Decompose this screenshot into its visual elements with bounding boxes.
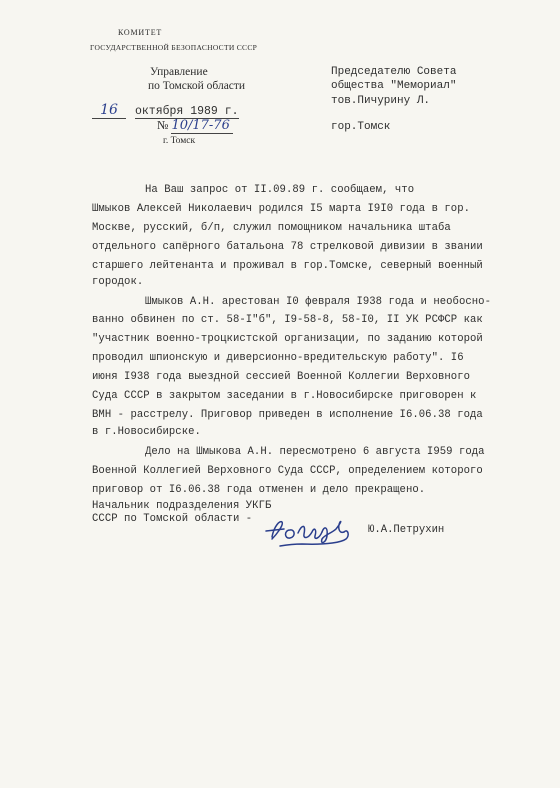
body-line: старшего лейтенанта и проживал в гор.Томске, северный военный — [92, 260, 483, 272]
body-line: ванно обвинен по ст. 58-I"б", I9-58-8, 58-I0, II УК РСФСР как — [92, 314, 483, 326]
body-line: проводил шпионскую и диверсионно-вредительскую работу". I6 — [92, 352, 464, 364]
body-line: июня I938 года выездной сессией Военной Коллегии Верховного — [92, 371, 471, 383]
date-month-year: октября 1989 г. — [135, 105, 239, 118]
letterhead-org-line2: ГОСУДАРСТВЕННОЙ БЕЗОПАСНОСТИ СССР — [90, 43, 258, 52]
number-prefix: № — [157, 118, 169, 132]
signature-title-line2: СССР по Томской области - — [92, 513, 253, 525]
body-line: Военной Коллегией Верховного Суда СССР, определением которого — [92, 465, 483, 477]
addressee-line: общества "Мемориал" — [331, 80, 457, 92]
body-line: Шмыков Алексей Николаевич родился I5 марта I9I0 года в гор. — [92, 203, 471, 215]
signatory-name: Ю.А.Петрухин — [368, 524, 445, 536]
letterhead-region: по Томской области — [148, 80, 246, 92]
number-value: 10/17-76 — [171, 118, 233, 134]
body-line: "участник военно-троцкистской организации, по заданию которой — [92, 333, 483, 345]
body-line: На Ваш запрос от II.09.89 г. сообщаем, что — [145, 184, 415, 196]
body-line: городок. — [92, 276, 144, 288]
body-line: Шмыков А.Н. арестован I0 февраля I938 года и необосно- — [145, 296, 491, 308]
letter-number — [157, 118, 233, 134]
letterhead-org-line1: КОМИТЕТ — [118, 28, 163, 37]
body-line: ВМН - расстрелу. Приговор приведен в исполнение I6.06.38 года — [92, 409, 483, 421]
letterhead-city: г. Томск — [163, 136, 196, 146]
body-line: Суда СССР в закрытом заседании в г.Новосибирске приговорен к — [92, 390, 477, 402]
letterhead-department: Управление — [150, 66, 208, 78]
body-line: приговор от I6.06.38 года отменен и дело прекращено. — [92, 484, 426, 496]
body-line: в г.Новосибирске. — [92, 426, 201, 438]
addressee-line: тов.Пичурину Л. — [331, 95, 431, 107]
handwritten-signature — [262, 512, 366, 548]
body-line: отдельного сапёрного батальона 78 стрелковой дивизии в звании — [92, 241, 483, 253]
body-line: Москве, русский, б/п, служил помощником начальника штаба — [92, 222, 451, 234]
date-day: 16 — [92, 102, 126, 119]
signature-title-line1: Начальник подразделения УКГБ — [92, 500, 272, 512]
addressee-line: гор.Томск — [331, 121, 391, 133]
addressee-line: Председателю Совета — [331, 66, 457, 78]
letter-date — [92, 102, 239, 119]
body-line: Дело на Шмыкова А.Н. пересмотрено 6 августа I959 года — [145, 446, 485, 458]
